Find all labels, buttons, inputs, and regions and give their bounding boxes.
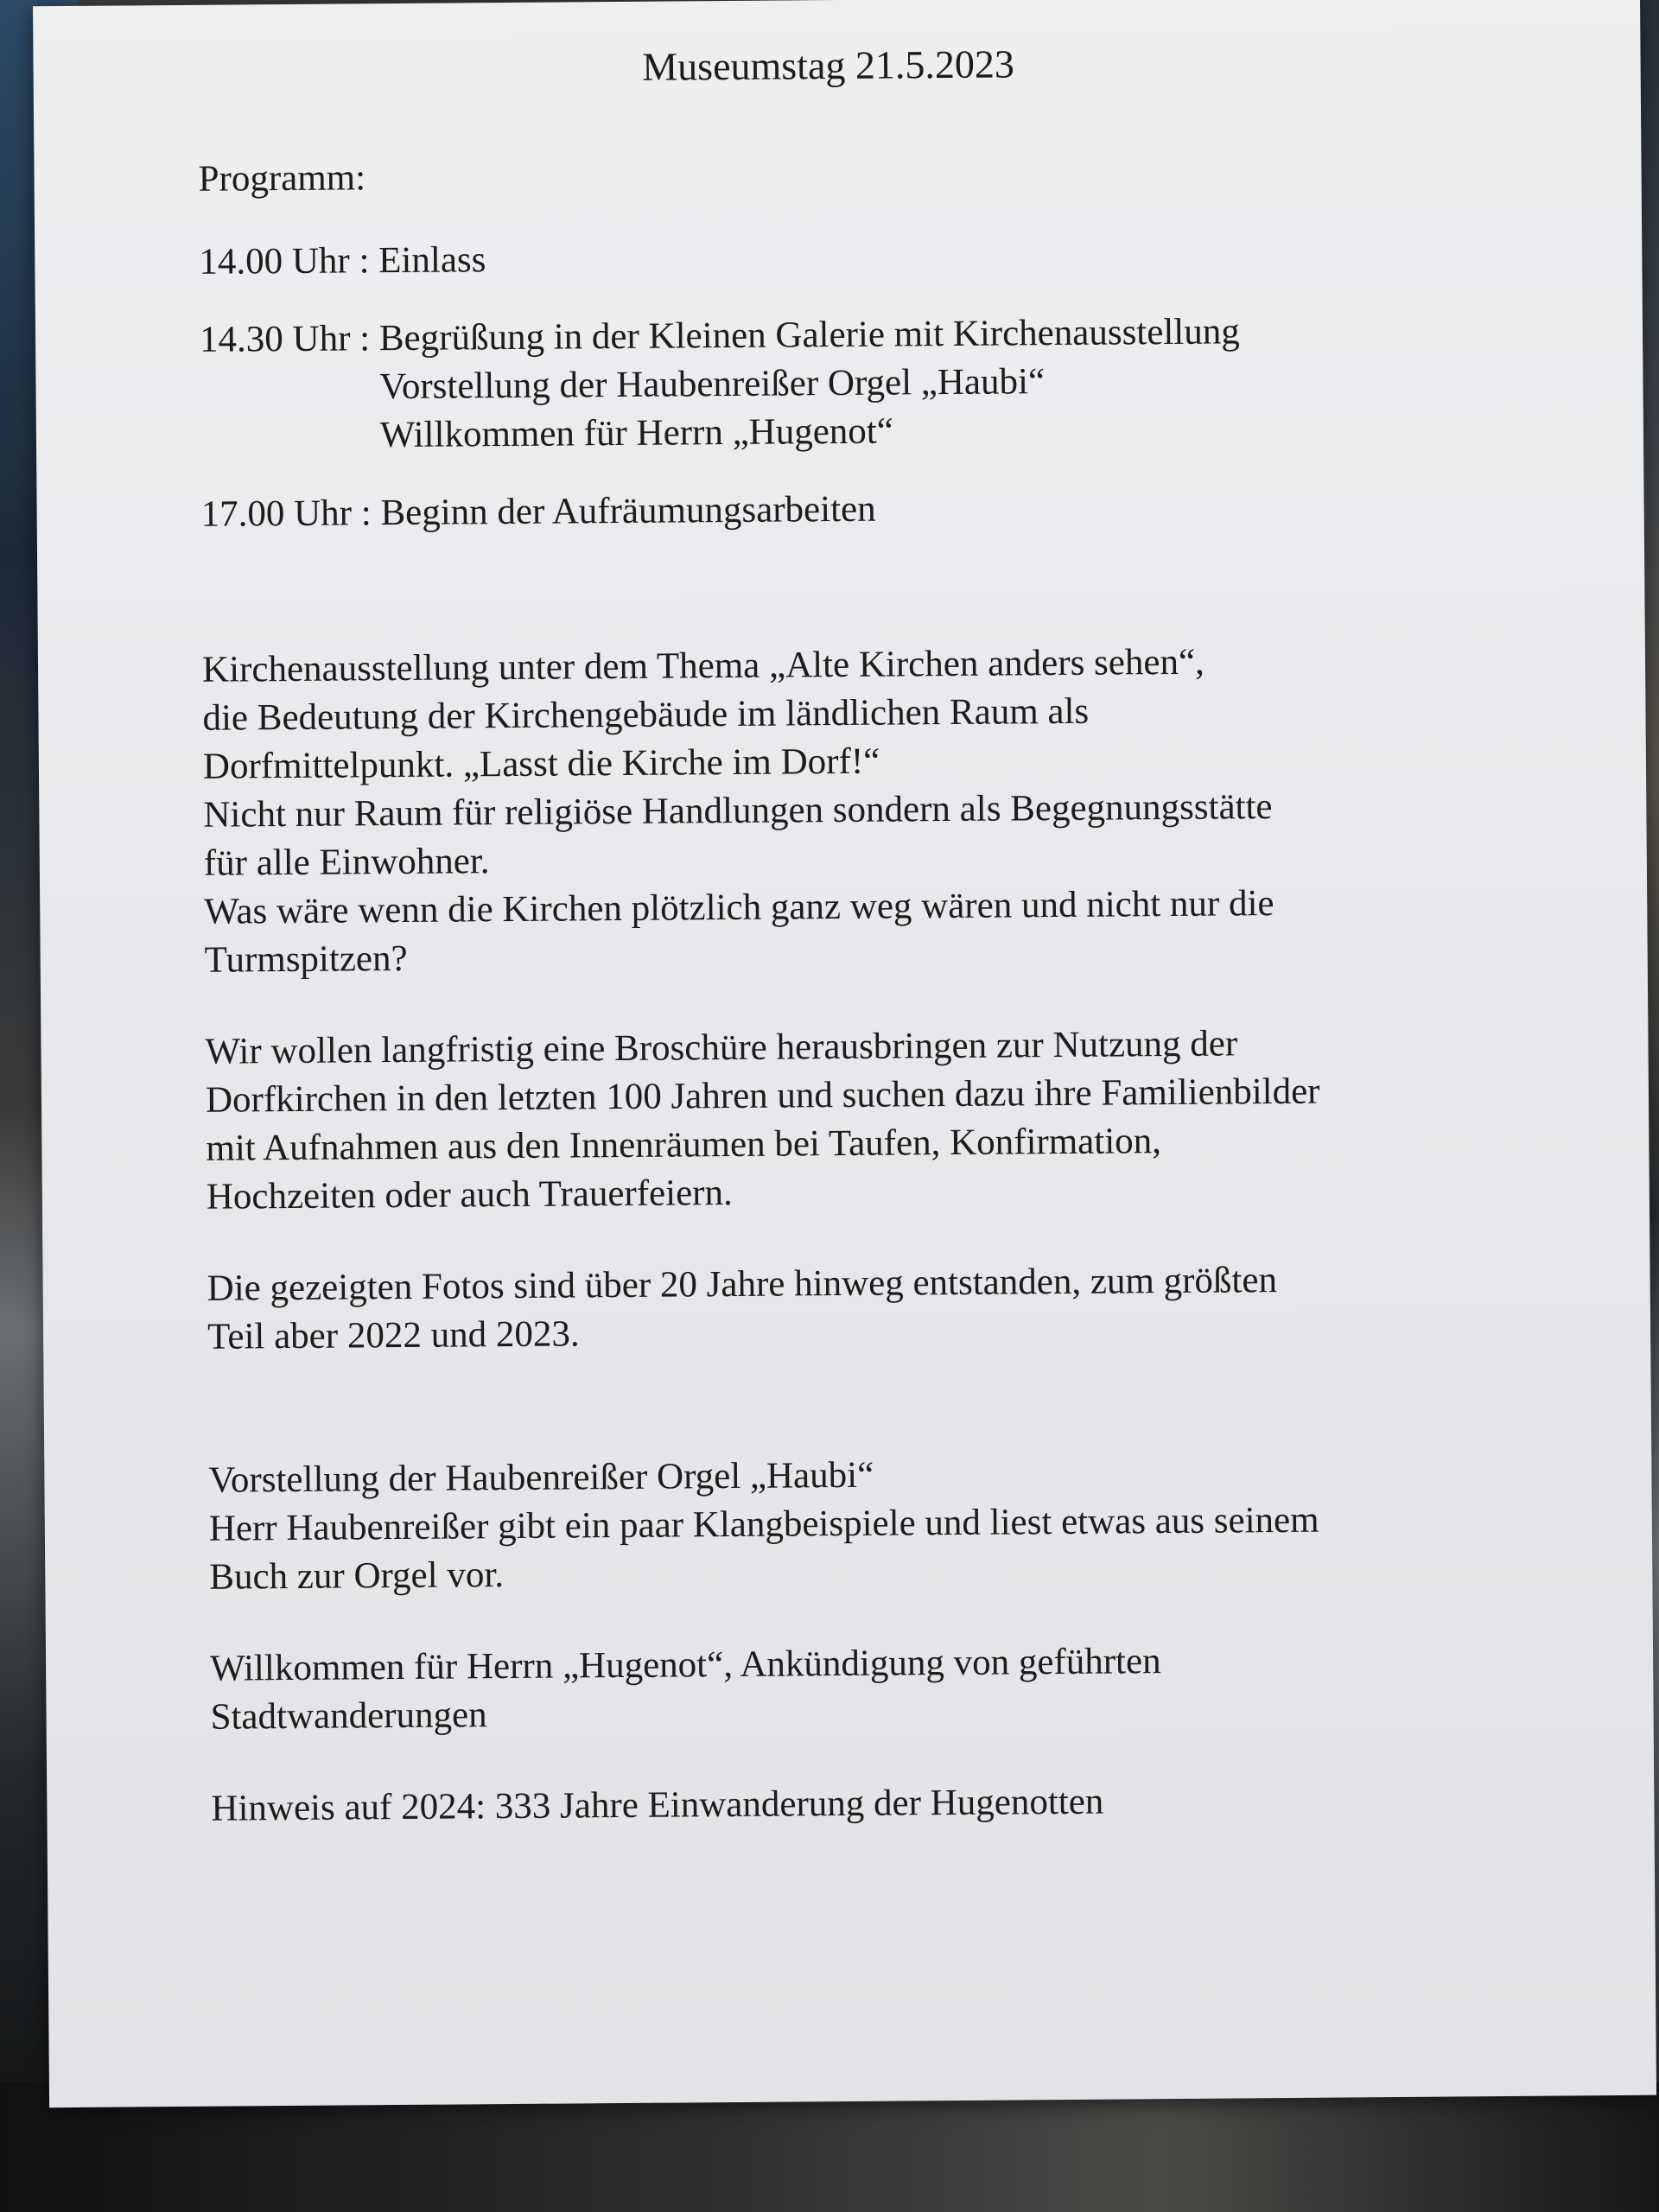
- schedule-row: [200, 480, 1548, 539]
- programm-label: Programm:: [198, 157, 366, 200]
- schedule-item: Begrüßung in der Kleinen Galerie mit Kirchenausstellung: [378, 311, 1240, 359]
- schedule-item: Vorstellung der Haubenreißer Orgel „Haubi“: [379, 361, 1046, 408]
- paragraph-hugenot: [210, 1635, 1559, 1742]
- paragraph-line: Stadtwanderungen: [210, 1694, 487, 1738]
- paragraph-line: Teil aber 2022 und 2023.: [207, 1313, 580, 1357]
- paragraph-line: Nicht nur Raum für religiöse Handlungen sondern als Begegnungsstätte: [203, 786, 1273, 836]
- paragraph-line: Vorstellung der Haubenreißer Orgel „Haubi“: [208, 1454, 874, 1501]
- paragraph-line: Hochzeiten oder auch Trauerfeiern.: [206, 1172, 733, 1217]
- paper-sheet: [33, 0, 1656, 2107]
- paragraph-line: Willkommen für Herrn „Hugenot“, Ankündigung von geführten: [209, 1641, 1161, 1689]
- document-body: [197, 36, 1559, 1834]
- document-title: Museumstag 21.5.2023: [642, 41, 1015, 89]
- schedule-row: [200, 306, 1548, 461]
- paragraph-line: Herr Haubenreißer gibt ein paar Klangbeispiele und liest etwas aus seinem: [208, 1499, 1319, 1549]
- schedule-item: Beginn der Aufräumungsarbeiten: [380, 488, 876, 534]
- paragraph-line: Kirchenausstellung unter dem Thema „Alte Kirchen anders sehen“,: [201, 641, 1205, 690]
- paragraph-line: Buch zur Orgel vor.: [209, 1554, 505, 1598]
- schedule-item: Willkommen für Herrn „Hugenot“: [379, 410, 894, 456]
- paragraph-line: Hinweis auf 2024: 333 Jahre Einwanderung der Hugenotten: [211, 1781, 1104, 1829]
- paragraph-brochure: [205, 1018, 1554, 1222]
- paragraph-line: die Bedeutung der Kirchengebäude im ländlichen Raum als: [202, 690, 1090, 739]
- paragraph-line: Die gezeigten Fotos sind über 20 Jahre hinweg entstanden, zum größten: [207, 1260, 1278, 1309]
- paragraph-line: Wir wollen langfristig eine Broschüre herausbringen zur Nutzung der: [205, 1023, 1238, 1072]
- schedule-row: [199, 228, 1547, 287]
- schedule-time: 17.00 Uhr :: [200, 493, 381, 535]
- schedule-items: [380, 480, 1549, 538]
- schedule-time: 14.00 Uhr :: [199, 240, 379, 283]
- paragraph-line: Dorfkirchen in den letzten 100 Jahren und suchen dazu ihre Familienbilder: [205, 1071, 1320, 1121]
- schedule-items: [378, 228, 1548, 286]
- paragraph-line: Dorfmittelpunkt. „Lasst die Kirche im Dorf!“: [202, 741, 880, 787]
- paragraph-line: Turmspitzen?: [204, 938, 408, 981]
- paragraph-line: mit Aufnahmen aus den Innenräumen bei Taufen, Konfirmation,: [206, 1121, 1162, 1169]
- paragraph-line: für alle Einwohner.: [203, 841, 490, 884]
- schedule-items: [379, 306, 1548, 461]
- paragraph-notice: [211, 1774, 1559, 1833]
- schedule-time: 14.30 Uhr :: [199, 318, 380, 360]
- paragraph-line: Was wäre wenn die Kirchen plötzlich ganz weg wären und nicht nur die: [204, 883, 1274, 932]
- paragraph-exhibition: [202, 636, 1553, 985]
- paragraph-organ: [208, 1446, 1557, 1602]
- schedule-item: Einlass: [378, 239, 486, 282]
- paragraph-photos: [207, 1255, 1555, 1362]
